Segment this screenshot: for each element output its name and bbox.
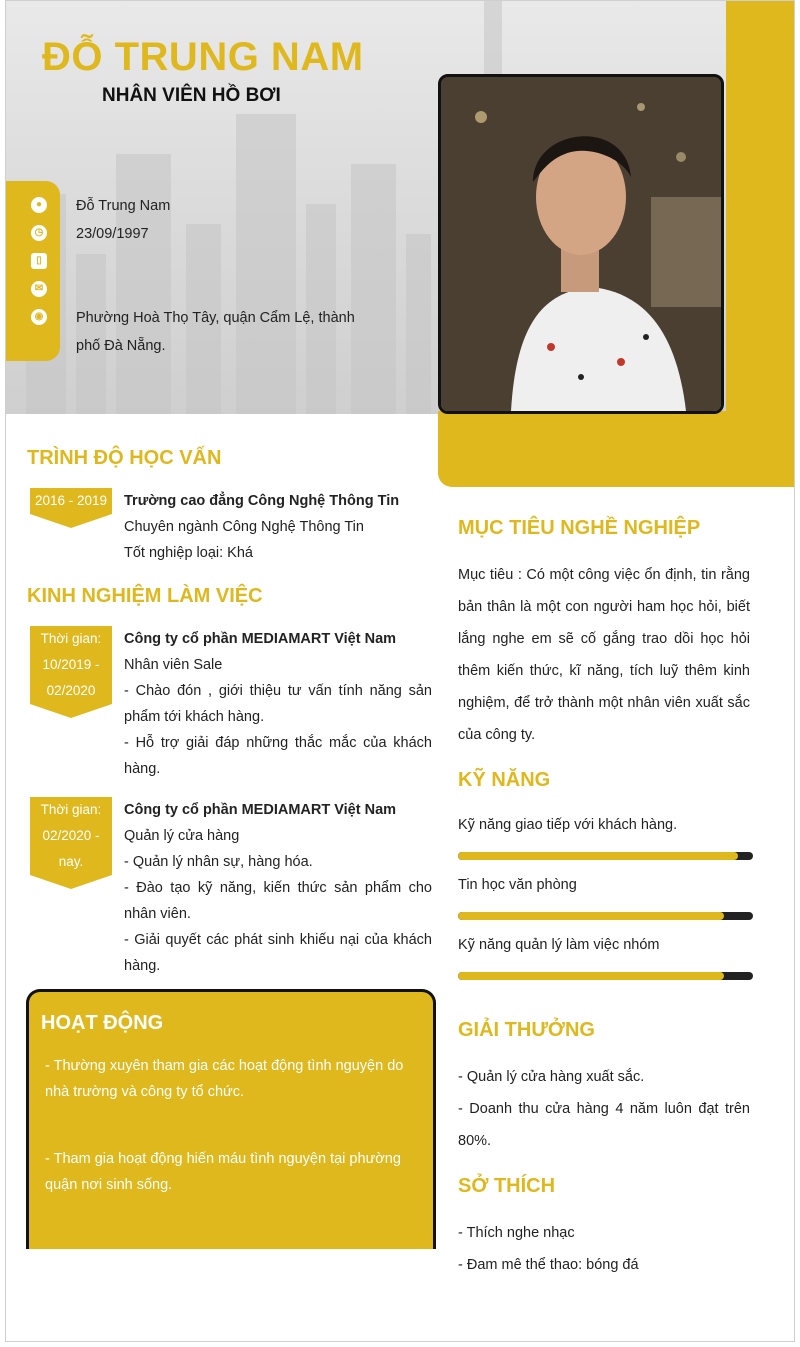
candidate-title: NHÂN VIÊN HỒ BƠI bbox=[102, 85, 281, 106]
award-item: - Doanh thu cửa hàng 4 năm luôn đạt trên 80%. bbox=[458, 1101, 750, 1149]
hobby-item: - Đam mê thể thao: bóng đá bbox=[458, 1257, 639, 1273]
education-grade: Tốt nghiệp loại: Khá bbox=[124, 545, 253, 561]
skill-bar bbox=[458, 912, 753, 920]
skill-bar-fill bbox=[458, 912, 724, 920]
job-duty: - Quản lý nhân sự, hàng hóa. bbox=[124, 854, 313, 870]
skill-label: Tin học văn phòng bbox=[458, 877, 577, 893]
candidate-name: ĐỖ TRUNG NAM bbox=[42, 35, 364, 79]
job-time-to: nay. bbox=[58, 854, 84, 869]
job-time-label: Thời gian: bbox=[40, 631, 102, 646]
education-period-badge bbox=[30, 488, 112, 514]
contact-name: Đỗ Trung Nam bbox=[76, 198, 171, 214]
profile-photo bbox=[438, 74, 724, 414]
accent-block bbox=[438, 411, 795, 487]
job-time-from: 10/2019 - bbox=[42, 657, 100, 672]
job-time-from: 02/2020 - bbox=[42, 828, 100, 843]
job-time-to: 02/2020 bbox=[46, 683, 96, 698]
job-company: Công ty cổ phần MEDIAMART Việt Nam bbox=[124, 631, 397, 647]
clock-icon: ◷ bbox=[31, 225, 47, 241]
phone-icon: ▯ bbox=[31, 253, 47, 269]
contact-birthday: 23/09/1997 bbox=[76, 226, 149, 242]
email-icon: ✉ bbox=[31, 281, 47, 297]
job-time-badge bbox=[30, 797, 112, 875]
skill-bar bbox=[458, 852, 753, 860]
user-icon: ● bbox=[31, 197, 47, 213]
skill-bar-fill bbox=[458, 972, 724, 980]
skill-label: Kỹ năng giao tiếp với khách hàng. bbox=[458, 817, 678, 833]
job-duty: - Hỗ trợ giải đáp những thắc mắc của khách hàng. bbox=[124, 735, 432, 777]
contact-address-line1: Phường Hoà Thọ Tây, quận Cẩm Lệ, thành bbox=[76, 310, 355, 326]
hobby-item: - Thích nghe nhạc bbox=[458, 1225, 575, 1241]
education-period: 2016 - 2019 bbox=[34, 493, 108, 508]
award-item: - Quản lý cửa hàng xuất sắc. bbox=[458, 1069, 645, 1085]
job-company: Công ty cổ phần MEDIAMART Việt Nam bbox=[124, 802, 397, 818]
job-time-badge bbox=[30, 626, 112, 704]
cv-page bbox=[5, 0, 795, 1342]
activity-item: - Thường xuyên tham gia các hoạt động tình nguyện do nhà trường và công ty tổ chức. bbox=[45, 1058, 404, 1100]
job-duty: - Chào đón , giới thiệu tư vấn tính năng sản phẩm tới khách hàng. bbox=[124, 683, 432, 725]
job-entry bbox=[124, 797, 432, 979]
skill-label: Kỹ năng quản lý làm việc nhóm bbox=[458, 937, 660, 953]
person-silhouette-icon bbox=[441, 77, 721, 411]
job-duty: - Đào tạo kỹ năng, kiến thức sản phẩm cho nhân viên. bbox=[124, 880, 432, 922]
job-entry bbox=[124, 626, 432, 782]
activities-heading: HOẠT ĐỘNG bbox=[41, 1012, 164, 1034]
awards-heading: GIẢI THƯỞNG bbox=[458, 1019, 595, 1041]
objective-heading: MỤC TIÊU NGHỀ NGHIỆP bbox=[458, 517, 701, 539]
education-heading: TRÌNH ĐỘ HỌC VẤN bbox=[27, 447, 222, 469]
location-icon: ◉ bbox=[31, 309, 47, 325]
experience-heading: KINH NGHIỆM LÀM VIỆC bbox=[27, 585, 263, 607]
hobbies-heading: SỞ THÍCH bbox=[458, 1175, 556, 1197]
activity-item: - Tham gia hoạt động hiến máu tình nguyện tại phường quận nơi sinh sống. bbox=[45, 1151, 401, 1193]
job-position: Quản lý cửa hàng bbox=[124, 828, 240, 844]
objective-text: Mục tiêu : Có một công việc ổn định, tin rằng bản thân là một con người ham học hỏi, biết lắng nghe em sẽ cố gắng trao dồi học hỏi thêm kiến thức, kĩ năng, tích luỹ thêm kinh nghiệm, để trở thành một nhân viên xuất sắc của công ty. bbox=[458, 567, 750, 743]
job-position: Nhân viên Sale bbox=[124, 657, 223, 673]
education-entry bbox=[124, 488, 432, 566]
activities-box bbox=[26, 989, 436, 1249]
skills-heading: KỸ NĂNG bbox=[458, 769, 551, 791]
education-school: Trường cao đẳng Công Nghệ Thông Tin bbox=[124, 493, 400, 509]
education-major: Chuyên ngành Công Nghệ Thông Tin bbox=[124, 519, 364, 535]
job-time-label: Thời gian: bbox=[40, 802, 102, 817]
skill-bar-fill bbox=[458, 852, 738, 860]
contact-address-line2: phố Đà Nẵng. bbox=[76, 338, 166, 354]
contact-icon-tab bbox=[6, 181, 60, 361]
job-duty: - Giải quyết các phát sinh khiếu nại của khách hàng. bbox=[124, 932, 432, 974]
skill-bar bbox=[458, 972, 753, 980]
